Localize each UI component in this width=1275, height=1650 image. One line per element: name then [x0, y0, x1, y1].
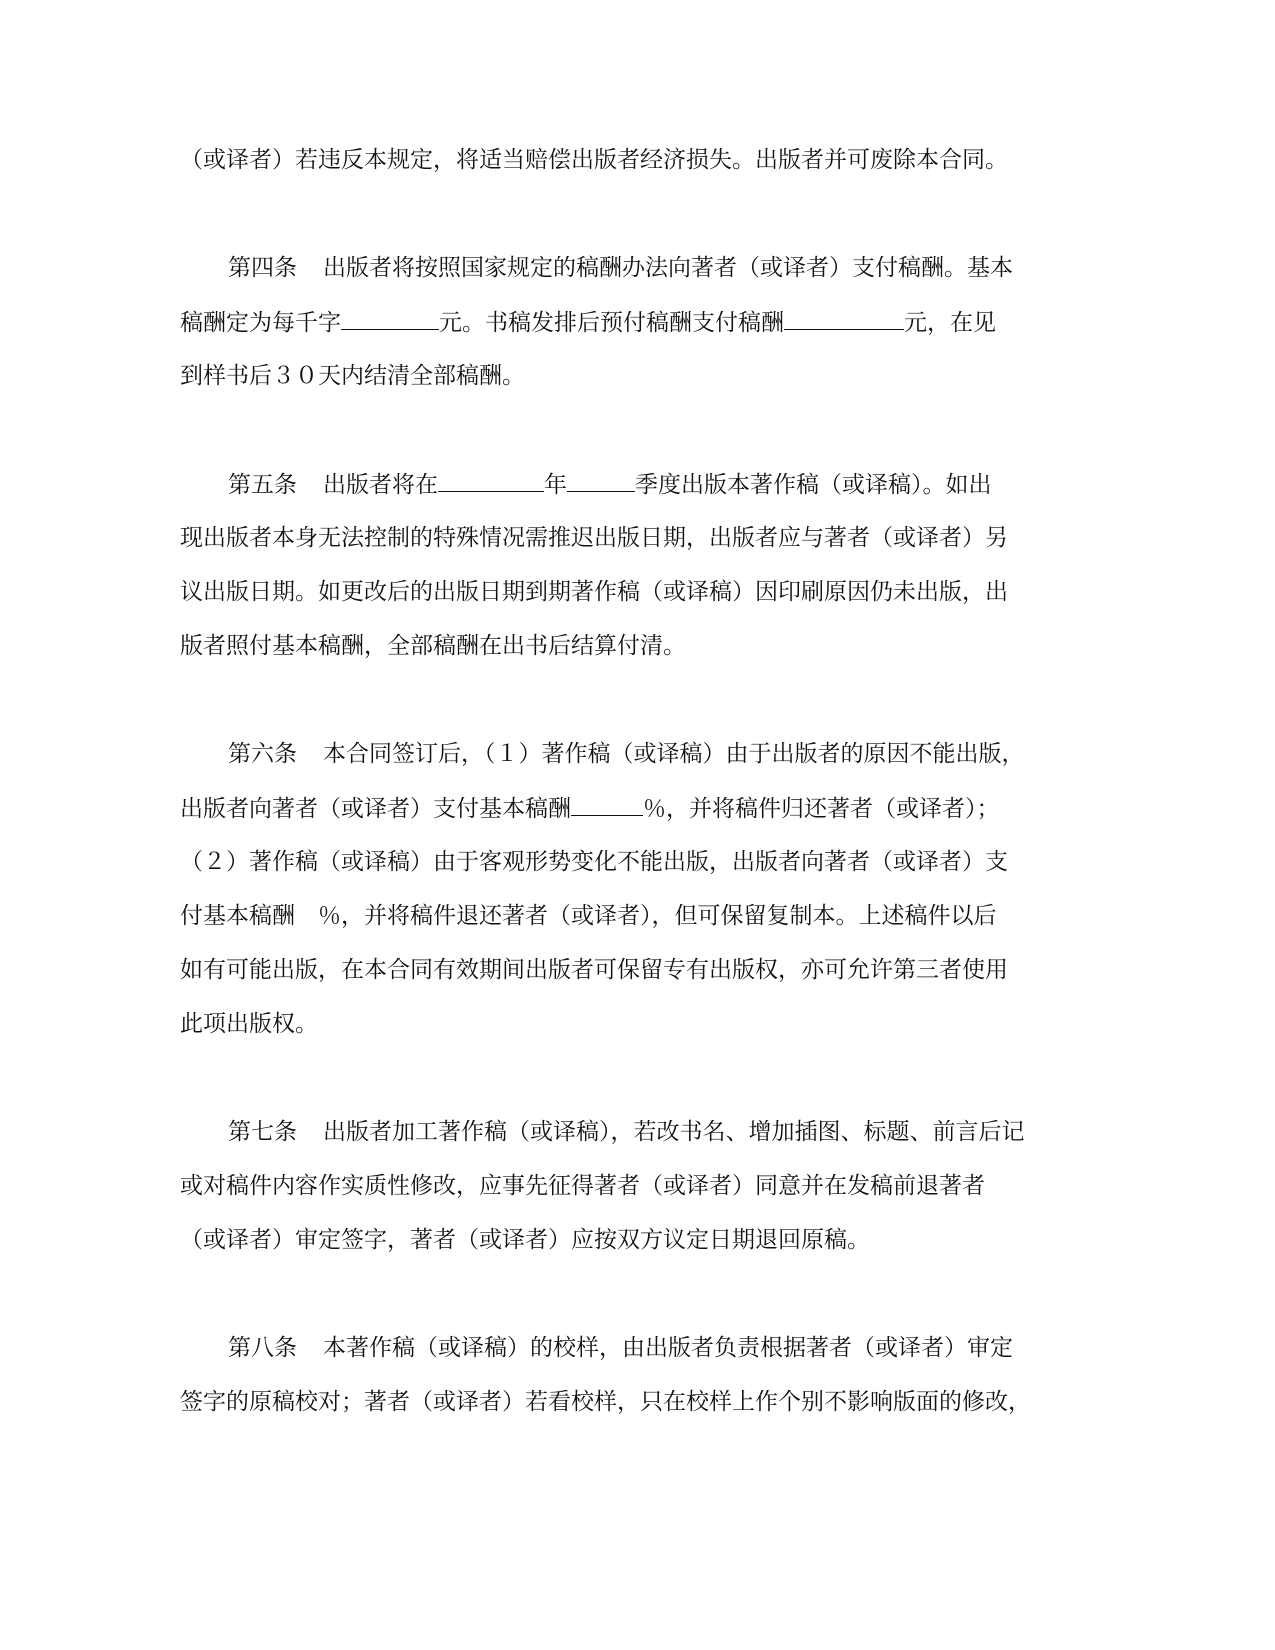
article-6-label: 第六条 [228, 741, 297, 767]
text-segment: 出版者将在 [323, 472, 438, 498]
text-segment: 年 [544, 472, 567, 498]
fill-in-blank [571, 793, 643, 816]
text-line: 本合同签订后，（１）著作稿（或译稿）由于出版者的原因不能出版， [323, 741, 1025, 767]
text-segment: 出版者向著者（或译者）支付基本稿酬 [180, 796, 571, 822]
text-line: 或对稿件内容作实质性修改，应事先征得著者（或译者）同意并在发稿前退著者 [180, 1173, 985, 1199]
article-8-label: 第八条 [228, 1335, 297, 1361]
text-line: 到样书后３０天内结清全部稿酬。 [180, 363, 525, 389]
article-6-line-5 [180, 955, 1008, 985]
fill-in-blank [341, 307, 439, 330]
text-segment: ％，并将稿件归还著者（或译者）； [643, 796, 1000, 822]
paragraph-continuation [180, 145, 1008, 175]
article-5-line-4 [180, 631, 686, 661]
text-line: 议出版日期。如更改后的出版日期到期著作稿（或译稿）因印刷原因仍未出版，出 [180, 579, 1008, 605]
text-line: （或译者）审定签字，著者（或译者）应按双方议定日期退回原稿。 [180, 1227, 870, 1253]
text-segment: 季度出版本著作稿（或译稿）。如出 [635, 472, 992, 498]
article-7-line-2 [180, 1171, 985, 1201]
article-4-label: 第四条 [228, 255, 297, 281]
text-line: 此项出版权。 [180, 1011, 318, 1037]
text-line: 现出版者本身无法控制的特殊情况需推迟出版日期，出版者应与著者（或译者）另 [180, 525, 1008, 551]
article-4-line-2 [180, 307, 996, 338]
text-segment: 稿酬定为每千字 [180, 310, 341, 336]
article-8-line-1 [228, 1333, 1013, 1363]
text-line: 付基本稿酬 ％，并将稿件退还著者（或译者），但可保留复制本。上述稿件以后 [180, 903, 997, 929]
text-line: 出版者将按照国家规定的稿酬办法向著者（或译者）支付稿酬。基本 [323, 255, 1013, 281]
text-line: 签字的原稿校对；著者（或译者）若看校样，只在校样上作个别不影响版面的修改， [180, 1389, 1031, 1415]
article-6-line-6 [180, 1009, 318, 1039]
article-7-label: 第七条 [228, 1119, 297, 1145]
article-7-line-3 [180, 1225, 870, 1255]
text-line: 本著作稿（或译稿）的校样，由出版者负责根据著者（或译者）审定 [323, 1335, 1013, 1361]
article-5-line-1 [228, 469, 992, 500]
text-segment: 元，在见 [904, 310, 996, 336]
article-5-line-3 [180, 577, 1008, 607]
text-line: （２）著作稿（或译稿）由于客观形势变化不能出版，出版者向著者（或译者）支 [180, 849, 1008, 875]
article-6-line-4 [180, 901, 997, 931]
article-6-line-1 [228, 739, 1025, 769]
text-line: （或译者）若违反本规定，将适当赔偿出版者经济损失。出版者并可废除本合同。 [180, 147, 1008, 173]
article-8-line-2 [180, 1387, 1031, 1417]
article-6-line-3 [180, 847, 1008, 877]
text-line: 出版者加工著作稿（或译稿），若改书名、增加插图、标题、前言后记 [323, 1119, 1025, 1145]
article-4-line-3 [180, 361, 525, 391]
fill-in-blank [567, 469, 635, 492]
fill-in-blank [784, 307, 904, 330]
text-line: 版者照付基本稿酬，全部稿酬在出书后结算付清。 [180, 633, 686, 659]
article-7-line-1 [228, 1117, 1025, 1147]
text-segment: 元。书稿发排后预付稿酬支付稿酬 [439, 310, 784, 336]
text-line: 如有可能出版，在本合同有效期间出版者可保留专有出版权，亦可允许第三者使用 [180, 957, 1008, 983]
article-5-line-2 [180, 523, 1008, 553]
article-5-label: 第五条 [228, 472, 297, 498]
article-4-line-1 [228, 253, 1013, 283]
fill-in-blank [438, 469, 544, 492]
article-6-line-2 [180, 793, 1000, 824]
